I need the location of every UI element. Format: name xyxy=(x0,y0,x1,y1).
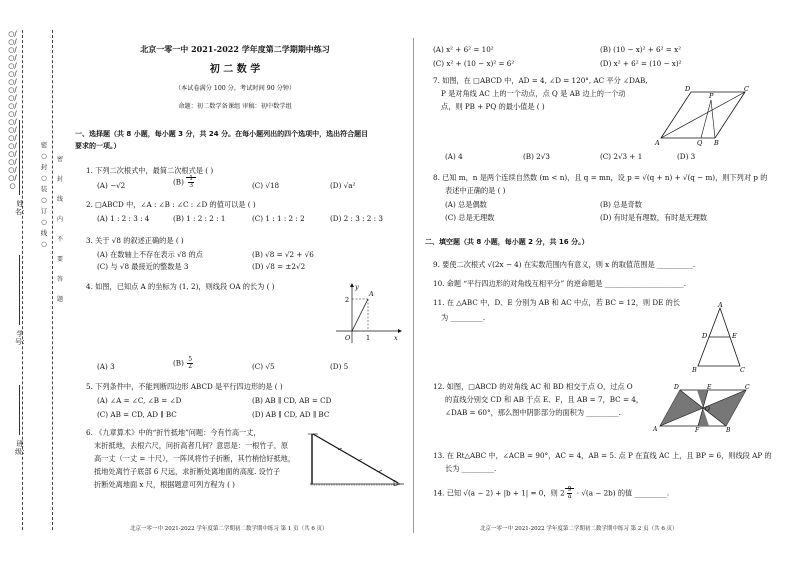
q6-option-c[interactable]: (C) x² + (10 − x)² = 6² xyxy=(433,59,515,68)
q3-stem: 3. 关于 √8 的叙述正确的是 ( ) xyxy=(86,236,184,245)
q12-line-2: 的直线分别交 CD 和 AB 于点 E、F，且 AB = 7，BC = 4， xyxy=(445,395,644,404)
q6-option-d[interactable]: (D) x² + 6² = (10 − x)² xyxy=(600,59,682,68)
page-divider xyxy=(413,38,414,533)
q6-line-1: 6. 《九章算术》中的“折竹抵地”问题：今有竹高一丈， xyxy=(86,428,261,437)
q5-option-a[interactable]: (A) ∠A = ∠C, ∠B = ∠D xyxy=(97,396,182,405)
q7-label-d: D xyxy=(685,85,691,93)
q8-line-1: 8. 已知 m，n 是两个连续自然数 (m < n)，且 q = mn，设 p = √(q + n) + √(q − m)，则下列对 p 的 xyxy=(433,173,768,182)
q8-option-d[interactable]: (D) 有时是有理数，有时是无理数 xyxy=(600,213,708,222)
q14-pre: 14. 已知 √(a − 2) + |b + 1| = 0，则 xyxy=(433,488,558,498)
q4-option-a[interactable]: (A) 3 xyxy=(97,362,115,371)
section1-heading-line2: 要求的一项。） xyxy=(75,142,121,150)
q8-option-b[interactable]: (B) 总是奇数 xyxy=(600,200,642,209)
q1-option-c[interactable]: (C) √18 xyxy=(252,181,280,190)
q3-option-b[interactable]: (B) √8 = √2 + √6 xyxy=(252,250,314,259)
q4-label-x: x xyxy=(394,334,398,342)
q7-label-b: B xyxy=(714,139,719,146)
q4-label-y: y xyxy=(355,283,359,291)
q11-label-c: C xyxy=(740,366,745,374)
q7-option-a[interactable]: (A) 4 xyxy=(445,152,463,161)
q4-stem: 4. 如图，已知点 A 的坐标为 (1, 2)，则线段 OA 的长为 ( ) xyxy=(86,282,275,291)
section1-heading-line1: 一、选择题（共 8 小题，每小题 3 分，共 24 分。在每小题列出的四个选项中，选出符合题目 xyxy=(75,130,369,138)
id-field[interactable] xyxy=(19,255,20,325)
q5-option-b[interactable]: (B) AB ∥ CD, AB = CD xyxy=(252,396,332,405)
q12-label-o: O xyxy=(705,406,710,413)
q7-parallelogram-figure xyxy=(653,82,753,146)
q7-option-d[interactable]: (D) 3 xyxy=(677,152,696,161)
exam-authors: 命题：初二数学备课组 审稿：初中数学组 xyxy=(178,103,292,110)
q4-x-arrow xyxy=(398,329,402,333)
q7-line-2: P 是对角线 AC 上的一个动点，点 Q 是 AB 边上的一个动 xyxy=(441,89,626,98)
q6-bamboo-fallen xyxy=(313,434,398,483)
binding-seal-left: ○/○/○/○/○/○/○/○/○/○/○/○/○/○/○/○/○/○/○/○ xyxy=(8,30,17,190)
name-field[interactable] xyxy=(19,120,20,195)
q14-denominator: a xyxy=(567,493,572,500)
q8-option-c[interactable]: (C) 总是无理数 xyxy=(445,213,495,222)
q2-option-c[interactable]: (C) 1 : 1 : 2 : 2 xyxy=(252,214,305,223)
q7-option-c[interactable]: (C) 2√3 + 1 xyxy=(600,152,643,161)
q1-option-d[interactable]: (D) √a² xyxy=(330,181,356,190)
q1-b-denominator: 3 xyxy=(189,182,194,189)
q14-numerator: 9 xyxy=(567,486,572,493)
q11-triangle-figure xyxy=(690,302,750,374)
q5-stem: 5. 下列条件中，不能判断四边形 ABCD 是平行四边形的是 ( ) xyxy=(86,382,283,391)
q4-label-a: A xyxy=(369,290,374,298)
name-label: 姓名： xyxy=(15,200,29,216)
q7-label-p: P xyxy=(709,92,714,100)
q7-label-c: C xyxy=(744,85,749,93)
q4-option-b[interactable] xyxy=(173,357,194,370)
section2-heading: 二、填空题（共 8 小题，每小题 2 分，共 16 分。） xyxy=(425,238,589,246)
q8-line-2: 表述中正确的是 ( ) xyxy=(445,186,506,195)
q12-label-c: C xyxy=(745,384,750,391)
q12-label-f: F xyxy=(695,427,700,432)
q5-option-d[interactable]: (D) AB ∥ CD, AD ∥ BC xyxy=(252,410,330,419)
q7-segment-pq xyxy=(701,100,711,138)
q1-option-b-label: (B) xyxy=(173,177,184,187)
class-field[interactable] xyxy=(19,385,20,435)
q14-coef: 2 xyxy=(560,488,565,498)
q12-label-e: E xyxy=(707,384,712,391)
q6-line-4: 抵地处离竹子底部 6 尺远，求折断处离地面的高度. 设竹子 xyxy=(94,467,281,476)
q2-stem: 2. □ABCD 中，∠A : ∠B : ∠C : ∠D 的值可以是 ( ) xyxy=(86,200,256,209)
q2-option-b[interactable]: (B) 1 : 2 : 2 : 1 xyxy=(173,214,226,223)
q4-label-2: 2 xyxy=(345,296,350,304)
q4-coordinate-figure xyxy=(332,283,402,345)
q11-line-2: 为 _________. xyxy=(441,313,486,322)
q12-label-b: B xyxy=(726,427,731,432)
q1-b-numerator: 1 xyxy=(189,175,194,182)
class-label: 班级： xyxy=(15,440,29,456)
q4-b-denominator: 2 xyxy=(188,363,193,370)
q11-line-1: 11. 在 △ABC 中，D、E 分别为 AB 和 AC 中点，若 BC = 12，则 DE 的长 xyxy=(433,298,681,307)
q6-option-b[interactable]: (B) (10 − x)² + 6² = x² xyxy=(600,45,682,54)
q4-option-b-label: (B) xyxy=(173,358,184,368)
footer-left: 北京一零一中 2021-2022 学年度第二学期初二数学期中练习 第 1 页（共 6 页） xyxy=(130,526,328,532)
q4-option-c[interactable]: (C) √5 xyxy=(252,362,275,371)
q11-label-e: E xyxy=(732,332,737,340)
exam-note: （本试卷满分 100 分，考试时间 90 分钟） xyxy=(174,85,296,92)
q7-option-b[interactable]: (B) 2√3 xyxy=(523,152,550,161)
school-title: 北京一零一中 2021-2022 学年度第二学期期中练习 xyxy=(140,44,330,54)
q7-line-1: 7. 如图，在 □ABCD 中，AD = 4, ∠D = 120°, AC 平分 ∠DAB, xyxy=(433,76,648,85)
q11-label-b: B xyxy=(692,366,697,374)
q3-option-a[interactable]: (A) 在数轴上不存在表示 √8 的点 xyxy=(97,250,203,259)
q8-option-a[interactable]: (A) 总是偶数 xyxy=(445,200,487,209)
q11-label-d: D xyxy=(702,332,708,340)
q12-parallelogram-figure xyxy=(652,382,752,432)
q1-stem: 1. 下列二次根式中，最简二次根式是 ( ) xyxy=(86,166,214,175)
q6-bamboo-figure xyxy=(308,428,406,490)
footer-right: 北京一零一中 2021-2022 学年度第二学期初二数学期中练习 第 2 页（共 6 页） xyxy=(480,526,678,532)
q1-option-b[interactable] xyxy=(173,176,196,189)
q3-option-d[interactable]: (D) √8 = ±2√2 xyxy=(252,262,306,271)
q12-label-a: A xyxy=(653,426,658,432)
q3-option-c[interactable]: (C) 与 √8 最接近的整数是 3 xyxy=(97,262,189,271)
q13-line-1: 13. 在 Rt△ABC 中，∠ACB = 90°，AC = 4，AB = 5. 点 P 在直线 AC 上，且 BP = 6，则线段 AP 的 xyxy=(433,451,772,460)
q6-line-2: 末折抵地，去根六尺，问折高者几何？意思是：一根竹子，原 xyxy=(94,441,289,450)
q2-option-d[interactable]: (D) 2 : 3 : 2 : 3 xyxy=(330,214,383,223)
subject-title: 初 二 数 学 xyxy=(209,64,261,75)
q12-line-1: 12. 如图，□ABCD 的对角线 AC 和 BD 相交于点 O，过点 O xyxy=(433,382,633,391)
q7-label-q: Q xyxy=(697,139,703,146)
q11-label-a: A xyxy=(718,302,723,309)
q7-label-a: A xyxy=(655,139,660,146)
q9-text: 9. 要使二次根式 √(2x − 4) 在实数范围内有意义，则 x 的取值范围是 __________. xyxy=(433,260,696,269)
q4-option-d[interactable]: (D) 5 xyxy=(330,362,349,371)
q4-label-o: O xyxy=(345,334,351,342)
q4-y-arrow xyxy=(350,283,354,287)
q4-segment-oa xyxy=(352,299,368,331)
q10-text: 10. 命题 “平行四边形的对角线互相平分” 的逆命题是 ______________________. xyxy=(433,279,687,288)
q1-option-a[interactable]: (A) −√2 xyxy=(97,181,126,190)
q14-post: · √(a − 2b) 的值 _________. xyxy=(576,488,670,498)
q13-line-2: 长为 _________. xyxy=(445,464,497,473)
q2-option-a[interactable]: (A) 1 : 2 : 3 : 4 xyxy=(97,214,150,223)
q7-segment-pb xyxy=(711,100,715,138)
q4-label-1: 1 xyxy=(366,334,371,342)
q12-line-3: ∠DAB = 60°，那么图中阴影部分的面积为 _________. xyxy=(445,408,621,417)
q14-text xyxy=(433,487,669,500)
q5-option-c[interactable]: (C) AB = CD, AD ∥ BC xyxy=(97,410,177,419)
q6-option-a[interactable]: (A) x² + 6² = 10² xyxy=(433,45,494,54)
q6-line-3: 高一丈（一丈 = 十尺），一阵风将竹子折断，其竹梢恰好抵地， xyxy=(94,454,296,463)
q7-line-3: 点，则 PB + PQ 的最小值是 ( ) xyxy=(441,102,545,111)
q12-label-d: D xyxy=(674,384,679,391)
binding-seal-mid: 密○封○装○订○线○ xyxy=(40,141,48,248)
id-label: 学号： xyxy=(15,330,29,346)
binding-line-inner xyxy=(52,30,53,530)
q4-b-numerator: 5 xyxy=(188,356,193,363)
binding-seal-inner: 密 封 线 内 不 要 答 题 xyxy=(56,156,63,303)
q6-line-5: 折断处离地面 x 尺，根据题意可列方程为 ( ) xyxy=(94,480,235,489)
